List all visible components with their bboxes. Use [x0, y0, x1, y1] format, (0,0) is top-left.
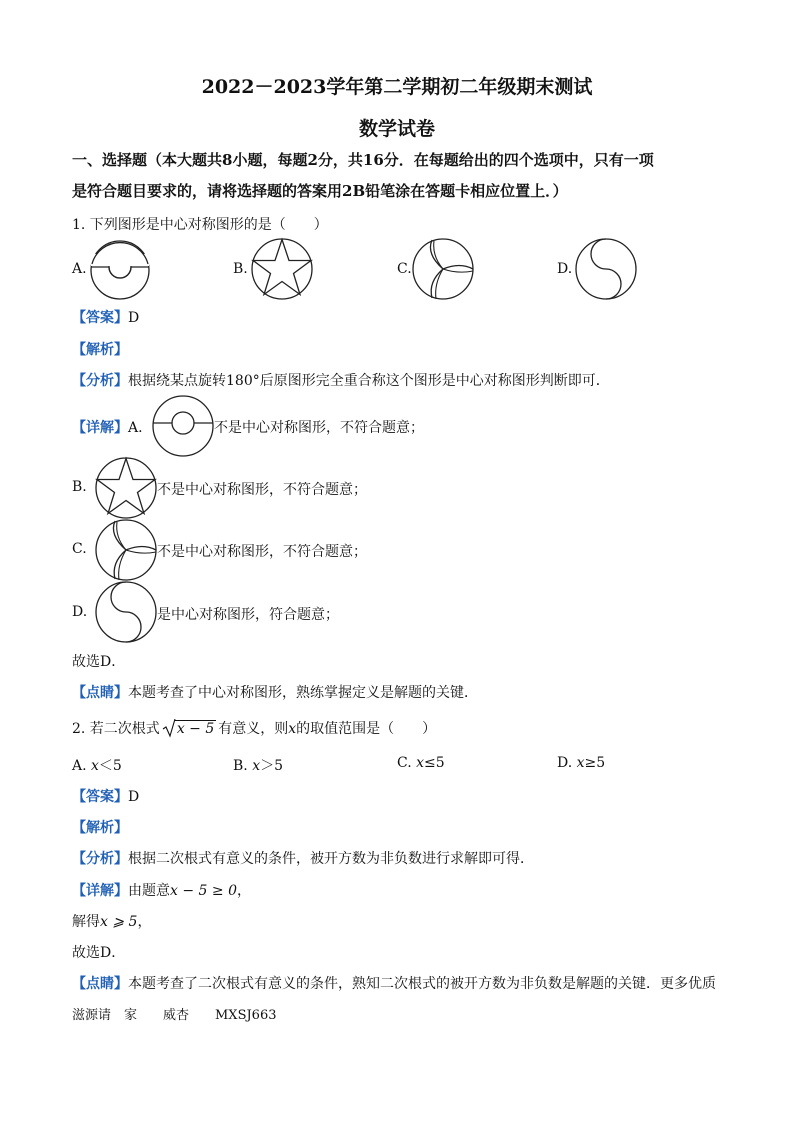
q2-radical: [162, 721, 216, 737]
q1-fenxi-text: 根据绕某点旋转180°后原图形完全重合称这个图形是中心对称图形判断即可．: [128, 373, 610, 389]
q2-xiangjie-prefix: 由题意: [128, 883, 170, 899]
q2-dianjing-line: [72, 973, 716, 993]
q2-xiangjie-suffix: ，: [236, 883, 251, 899]
q1-detail-figure-b-star-icon: [95, 457, 157, 519]
q1-dianjing-tag: 【点睛】: [72, 685, 128, 701]
q2-option-c-var: x: [416, 755, 425, 771]
section-header-line2: 是符合题目要求的，请将选择题的答案用2B铅笔涂在答题卡相应位置上．）: [72, 182, 568, 200]
q1-detail-d-text: 是中心对称图形，符合题意；: [157, 607, 339, 623]
q2-solve-suffix: ，: [137, 914, 152, 930]
page-title: 2022－2023学年第二学期初二年级期末测试: [201, 76, 593, 98]
q1-stem: 1. 下列图形是中心对称图形的是（ ）: [72, 217, 328, 233]
q2-option-c-label: C.: [397, 755, 412, 771]
q1-figure-a-circles-icon: [88, 240, 152, 300]
q2-dianjing-tag: 【点睛】: [72, 976, 128, 992]
q1-option-a-label: A.: [72, 261, 87, 277]
q2-option-b-var: x: [252, 758, 261, 774]
q1-answer-line: [72, 307, 139, 327]
q2-fenxi-text: 根据二次根式有意义的条件，被开方数为非负数进行求解即可得．: [128, 851, 534, 867]
q1-figure-d-yinyang-icon: [575, 238, 637, 300]
q2-option-a-label: A.: [72, 758, 87, 774]
q2-option-a-rel: ＜5: [98, 758, 122, 774]
q1-detail-d-label: D.: [72, 604, 88, 620]
q2-option-b: [233, 755, 283, 775]
q2-option-d-label: D.: [557, 755, 573, 771]
q2-option-b-label: B.: [233, 758, 248, 774]
q1-figure-b-star-icon: [251, 238, 313, 300]
q1-detail-figure-c-petals-icon: [95, 519, 157, 581]
q2-option-d: [557, 755, 605, 771]
q2-option-c-rel: ≤5: [424, 755, 445, 771]
q1-detail-b-text: 不是中心对称图形，不符合题意；: [157, 482, 367, 498]
q2-solve-prefix: 解得: [72, 914, 100, 930]
q2-stem-suffix: 的取值范围是（ ）: [296, 721, 437, 737]
q2-jiexi-tag: 【解析】: [72, 820, 128, 836]
q1-detail-figure-a-circles-icon: [152, 395, 214, 457]
q2-option-d-rel: ≥5: [584, 755, 606, 771]
q2-option-c: [397, 755, 445, 771]
q1-detail-c-label: C.: [72, 541, 87, 557]
q1-detail-figure-d-yinyang-icon: [95, 581, 157, 643]
page-subtitle: 数学试卷: [358, 118, 435, 140]
q1-option-d-label: D.: [557, 261, 573, 277]
q2-dianjing-text: 本题考查了二次根式有意义的条件，熟知二次根式的被开方数为非负数是解题的关键．更多优质: [128, 976, 716, 992]
q1-xiangjie-tag: 【详解】: [72, 420, 128, 436]
q2-solve-line: [72, 911, 151, 931]
q2-xiangjie-expr: x − 5 ≥ 0: [170, 883, 237, 899]
q1-detail-a-text: 不是中心对称图形，不符合题意；: [214, 420, 424, 436]
q1-detail-a-line: [72, 417, 143, 437]
q2-solve-expr: x ⩾ 5: [100, 914, 138, 930]
footer-note: 滋源请 家 威杏 MXSJ663: [72, 1008, 277, 1023]
q2-answer-value: D: [128, 789, 140, 805]
q2-xiangjie-line: [72, 880, 251, 900]
q1-option-c-label: C.: [397, 261, 412, 277]
q1-jiexi-tag: 【解析】: [72, 342, 128, 358]
q1-detail-c-text: 不是中心对称图形，不符合题意；: [157, 544, 367, 560]
q2-option-a-var: x: [91, 758, 99, 774]
q1-option-b-label: B.: [233, 261, 248, 277]
q1-conclusion: 故选D．: [72, 654, 126, 670]
q2-fenxi-line: [72, 848, 534, 868]
q2-xiangjie-tag: 【详解】: [72, 883, 128, 899]
q2-option-a: [72, 755, 122, 775]
q2-stem-prefix: 2. 若二次根式: [72, 721, 160, 737]
q2-radicand: x − 5: [176, 721, 215, 737]
q1-answer-value: D: [128, 310, 140, 326]
q1-dianjing-text: 本题考查了中心对称图形，熟练掌握定义是解题的关键．: [128, 685, 478, 701]
q2-fenxi-tag: 【分析】: [72, 851, 128, 867]
q2-option-b-rel: ＞5: [260, 758, 284, 774]
q2-stem-var: x: [288, 721, 297, 737]
q1-dianjing-line: [72, 682, 478, 702]
q2-answer-line: [72, 786, 139, 806]
radical-sign-icon: [162, 718, 176, 738]
q2-conclusion: 故选D．: [72, 945, 126, 961]
section-header-line1: 一、选择题（本大题共8小题，每题2分，共16分．在每题给出的四个选项中，只有一项: [72, 151, 654, 169]
q1-fenxi-tag: 【分析】: [72, 373, 128, 389]
q1-fenxi-line: [72, 370, 610, 390]
q1-answer-tag: 【答案】: [72, 310, 128, 326]
q1-detail-b-label: B.: [72, 479, 87, 495]
q2-stem: [72, 718, 436, 738]
q2-stem-middle: 有意义，则: [218, 721, 289, 737]
q1-detail-a-label: A.: [128, 420, 143, 436]
q2-option-d-var: x: [576, 755, 585, 771]
q1-figure-c-petals-icon: [412, 238, 474, 300]
q2-answer-tag: 【答案】: [72, 789, 128, 805]
